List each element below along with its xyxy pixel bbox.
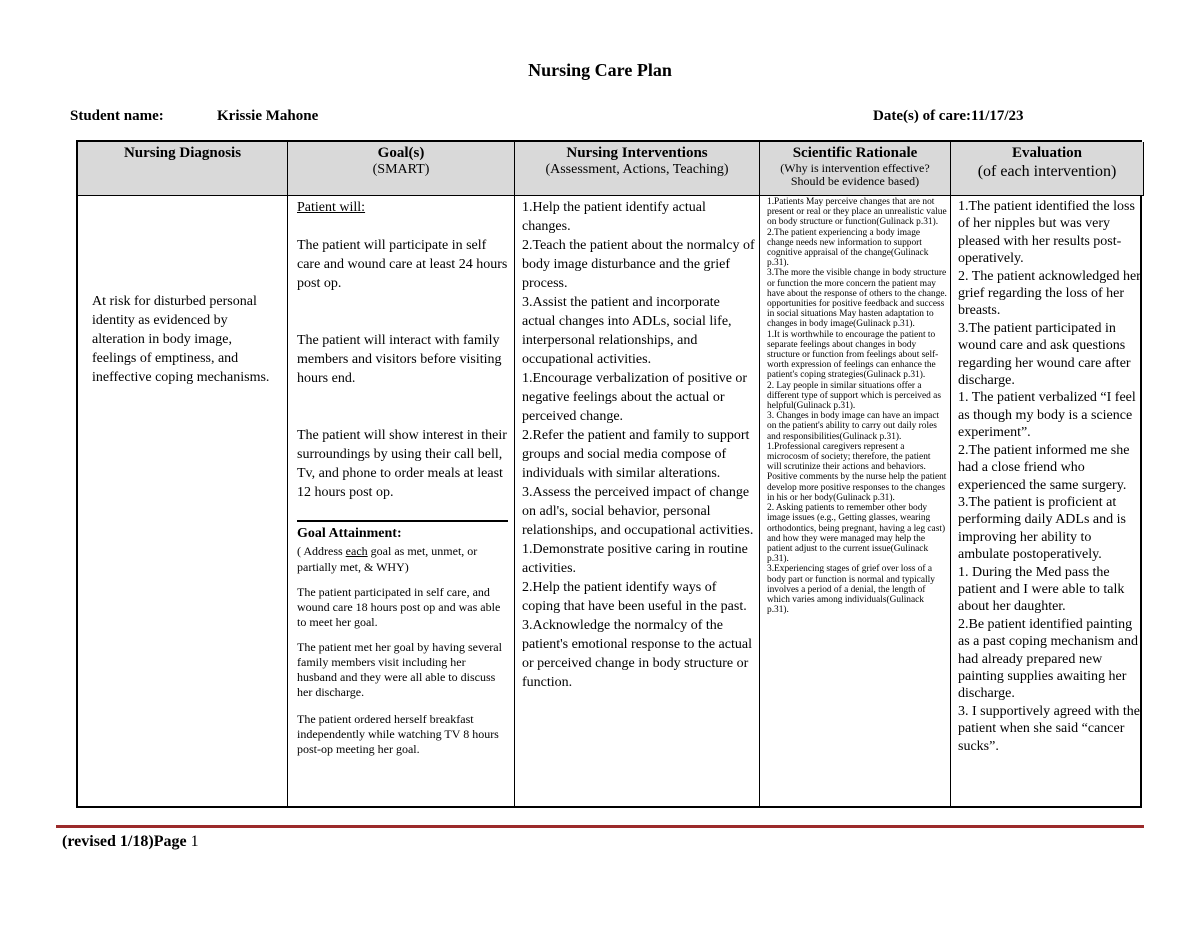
revision-note: (revised 1/18) bbox=[62, 833, 154, 850]
intervention-item: 3.Assist the patient and incorporate actual changes into ADLs, social life, interpersonal relationships, and occupational activities. bbox=[522, 295, 732, 367]
date-label: Date(s) of care: bbox=[873, 108, 972, 124]
goal-item: The patient will show interest in their surroundings by using their call bell, Tv, and phone to order meals at least 12 hours post op. bbox=[297, 428, 507, 500]
header-subtitle: (SMART) bbox=[372, 162, 430, 177]
header-title: Nursing Diagnosis bbox=[123, 145, 242, 161]
evaluation-item: 1.The patient identified the loss of her nipples but was very pleased with her results post-operatively. bbox=[958, 199, 1135, 267]
header-subtitle: (Assessment, Actions, Teaching) bbox=[545, 162, 729, 177]
rationale-item: 2.The patient experiencing a body image change needs new information to support cognitive appraisal of the change(Gulinack p.31). bbox=[767, 227, 929, 269]
rationale-item: 1.Professional caregivers represent a microcosm of society; therefore, the patient will scrutinize their actions and behaviors. Positive comments by the nurse help the patient develop more positive responses to the changes in his or her body(Gulinack p.31). bbox=[767, 441, 947, 503]
goals-cell bbox=[288, 196, 515, 806]
footer bbox=[62, 833, 199, 851]
footer-divider bbox=[56, 825, 1144, 828]
evaluation-item: 3.The patient is proficient at performing daily ADLs and is improving her ability to ambulate postoperatively. bbox=[958, 494, 1126, 563]
rationale-item: 2. Asking patients to remember other body image issues (e.g., Getting glasses, wearing orthodontics, being pregnant, having a leg cast) and how they were managed may help the patient adjust to the current issue(Gulinack p.31). bbox=[767, 503, 946, 565]
date-of-care bbox=[873, 108, 1024, 125]
evaluation-item: 2.Be patient identified painting as a past coping mechanism and had already prepared new painting supplies awaiting her discharge. bbox=[958, 616, 1139, 702]
page-number: 1 bbox=[190, 833, 199, 850]
intervention-item: 2.Refer the patient and family to support groups and social media compose of individuals with similar alterations. bbox=[522, 428, 750, 481]
header-title: Nursing Interventions bbox=[566, 145, 708, 161]
goal-attainment-divider bbox=[297, 520, 508, 522]
evaluation-item: 1. The patient verbalized “I feel as though my body is a science experiment”. bbox=[958, 390, 1136, 441]
header-subtitle: (Why is intervention effective? bbox=[780, 161, 930, 175]
evaluation-item: 2.The patient informed me she had a close friend who experienced the same surgery. bbox=[958, 442, 1130, 493]
intervention-item: 3.Assess the perceived impact of change on adl's, social behavior, personal relationships, and occupational activities. bbox=[522, 485, 754, 538]
intervention-item: 2.Teach the patient about the normalcy of body image disturbance and the grief process. bbox=[522, 238, 755, 291]
page-label: Page bbox=[153, 833, 191, 850]
rationale-item: 3.The more the visible change in body structure or function the more concern the patient may have about the response of others to the change. opportunities for positive feedback and success in social situations May hasten adaptation to changes in body image(Gulinack p.31). bbox=[767, 268, 947, 330]
rationale-item: 1.It is worthwhile to encourage the patient to separate feelings about changes in body structure or function from feelings about self-worth expression of feelings can enhance the patient's coping strategies(Gulinack p.31). bbox=[767, 329, 939, 381]
rationale-item: 1.Patients May perceive changes that are not present or real or they place an unrealistic value on body structure or function(Gulinack p.31). bbox=[767, 197, 947, 228]
evaluation-cell bbox=[951, 196, 1144, 806]
header-title: Evaluation bbox=[1011, 145, 1083, 161]
header-nursing-diagnosis bbox=[78, 142, 288, 196]
header-scientific-rationale bbox=[760, 142, 951, 196]
goal-item: The patient will participate in self care and wound care at least 24 hours post op. bbox=[297, 238, 508, 291]
goal-result: The patient ordered herself breakfast independently while watching TV 8 hours post-op meeting her goal. bbox=[297, 712, 499, 756]
patient-will-label: Patient will: bbox=[297, 200, 366, 215]
goal-attainment-instructions: ( Address each goal as met, unmet, or partially met, & WHY) bbox=[297, 544, 478, 574]
goal-result: The patient met her goal by having several family members visit including her husband and they were all able to discuss her discharge. bbox=[297, 640, 502, 699]
rationale-item: 3.Experiencing stages of grief over loss of a body part or function is normal and typically involves a period of a denial, the length of which varies among individuals(Gulinack p.31). bbox=[767, 564, 935, 616]
page-title: Nursing Care Plan bbox=[528, 60, 672, 80]
intervention-item: 1.Help the patient identify actual changes. bbox=[522, 200, 706, 234]
evaluation-item: 3.The patient participated in wound care and ask questions regarding her wound care after discharge. bbox=[958, 320, 1131, 389]
rationale-item: 2. Lay people in similar situations offer a different type of support which is perceived as helpful(Gulinack p.31). bbox=[767, 380, 941, 412]
header-subtitle: Should be evidence based) bbox=[790, 174, 920, 188]
student-name-value: Krissie Mahone bbox=[217, 108, 319, 124]
date-value: 11/17/23 bbox=[971, 108, 1024, 124]
intervention-item: 2.Help the patient identify ways of coping that have been useful in the past. bbox=[522, 580, 747, 614]
evaluation-item: 2. The patient acknowledged her grief regarding the loss of her breasts. bbox=[958, 268, 1141, 319]
interventions-cell bbox=[515, 196, 760, 806]
header-goals bbox=[288, 142, 515, 196]
header-title: Goal(s) bbox=[377, 145, 425, 161]
intervention-item: 3.Acknowledge the normalcy of the patient's emotional response to the actual or perceived change in body structure or function. bbox=[522, 618, 752, 690]
intervention-item: 1.Demonstrate positive caring in routine activities. bbox=[522, 542, 748, 576]
evaluation-item: 3. I supportively agreed with the patient when she said “cancer sucks”. bbox=[958, 703, 1140, 754]
intervention-item: 1.Encourage verbalization of positive or negative feelings about the actual or perceived change. bbox=[522, 371, 748, 424]
header-evaluation bbox=[951, 142, 1144, 196]
header-nursing-interventions bbox=[515, 142, 760, 196]
rationale-cell bbox=[760, 196, 951, 806]
student-name-label: Student name: bbox=[70, 108, 164, 124]
diagnosis-cell bbox=[78, 196, 288, 806]
goal-attainment-title: Goal Attainment: bbox=[297, 526, 402, 541]
header-subtitle: (of each intervention) bbox=[977, 163, 1117, 180]
rationale-item: 3. Changes in body image can have an impact on the patient's ability to carry out daily roles and responsibilities(Gulinack p.31). bbox=[767, 411, 940, 442]
evaluation-item: 1. During the Med pass the patient and I were able to talk about her daughter. bbox=[958, 564, 1125, 615]
header-title: Scientific Rationale bbox=[792, 145, 918, 161]
goal-item: The patient will interact with family members and visitors before visiting hours end. bbox=[297, 333, 502, 386]
diagnosis-text: At risk for disturbed personal identity as evidenced by alteration in body image, feelings of emptiness, and ineffective coping mechanisms. bbox=[92, 294, 270, 385]
care-plan-table bbox=[76, 140, 1142, 808]
goal-result: The patient participated in self care, and wound care 18 hours post op and was able to meet her goal. bbox=[297, 585, 501, 629]
